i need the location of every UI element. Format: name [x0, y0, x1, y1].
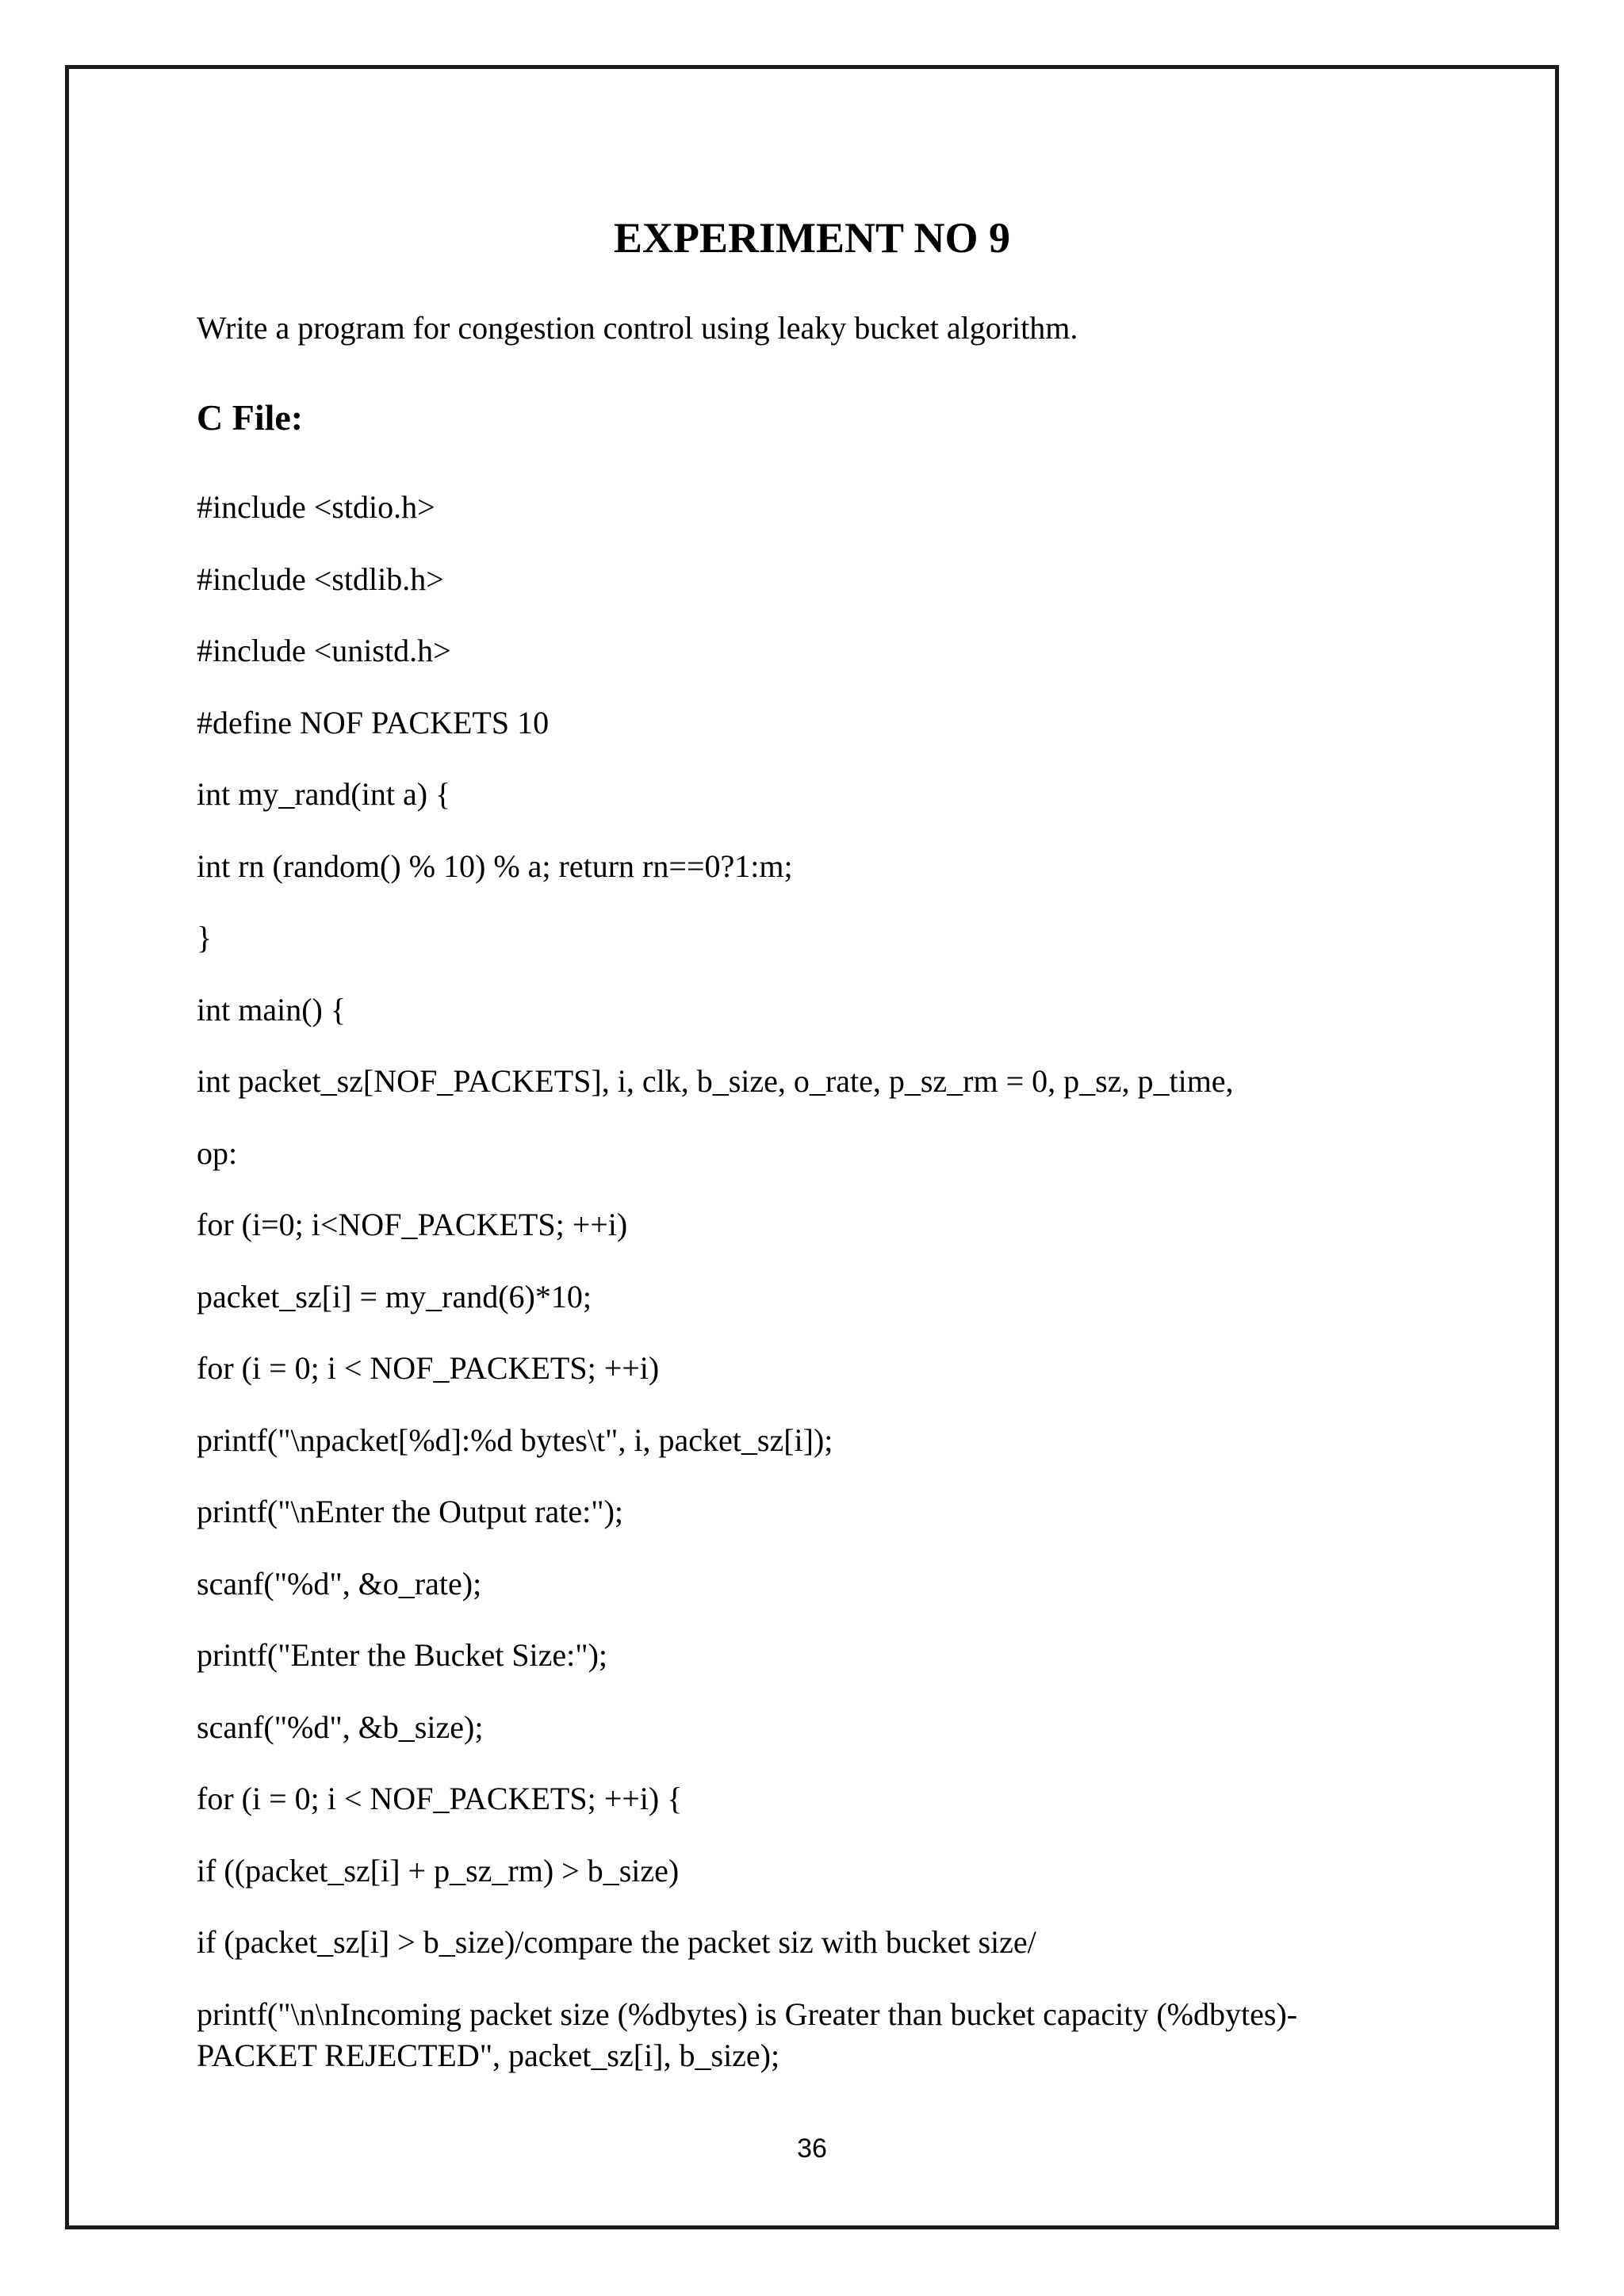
code-line: packet_sz[i] = my_rand(6)*10; — [197, 1278, 592, 1314]
intro-text: Write a program for congestion control using leaky bucket algorithm. — [197, 310, 1078, 346]
code-line: int rn (random() % 10) % a; return rn==0?1:m; — [197, 848, 793, 884]
code-line: if ((packet_sz[i] + p_sz_rm) > b_size) — [197, 1852, 680, 1888]
code-line: printf("\npacket[%d]:%d bytes\t", i, packet_sz[i]); — [197, 1422, 833, 1458]
code-line: printf("\nEnter the Output rate:"); — [197, 1494, 624, 1529]
code-line: for (i = 0; i < NOF_PACKETS; ++i) { — [197, 1781, 683, 1816]
code-line: printf("Enter the Bucket Size:"); — [197, 1637, 608, 1673]
code-line: } — [197, 920, 213, 955]
page-title: EXPERIMENT NO 9 — [613, 214, 1011, 262]
code-line: int packet_sz[NOF_PACKETS], i, clk, b_size, o_rate, p_sz_rm = 0, p_sz, p_time, — [197, 1063, 1234, 1099]
code-line: #include <stdlib.h> — [197, 561, 444, 597]
code-line: int my_rand(int a) { — [197, 776, 451, 812]
code-line: scanf("%d", &o_rate); — [197, 1565, 482, 1601]
code-listing — [197, 487, 1402, 2107]
code-line: op: — [197, 1135, 238, 1171]
code-line: #include <stdio.h> — [197, 489, 435, 525]
code-line: int main() { — [197, 991, 347, 1027]
code-line: #define NOF PACKETS 10 — [197, 704, 550, 740]
code-line: #include <unistd.h> — [197, 633, 451, 668]
code-line: if (packet_sz[i] > b_size)/compare the packet siz with bucket size/ — [197, 1924, 1036, 1960]
code-line: printf("\n\nIncoming packet size (%dbytes) is Greater than bucket capacity (%dbytes)-PACKET REJECTED", packet_sz[i], b_size); — [197, 1996, 1298, 2073]
code-line: for (i=0; i<NOF_PACKETS; ++i) — [197, 1207, 628, 1242]
code-line: for (i = 0; i < NOF_PACKETS; ++i) — [197, 1350, 660, 1386]
page-number: 36 — [797, 2133, 827, 2164]
section-heading: C File: — [197, 397, 304, 438]
code-line: scanf("%d", &b_size); — [197, 1709, 484, 1745]
